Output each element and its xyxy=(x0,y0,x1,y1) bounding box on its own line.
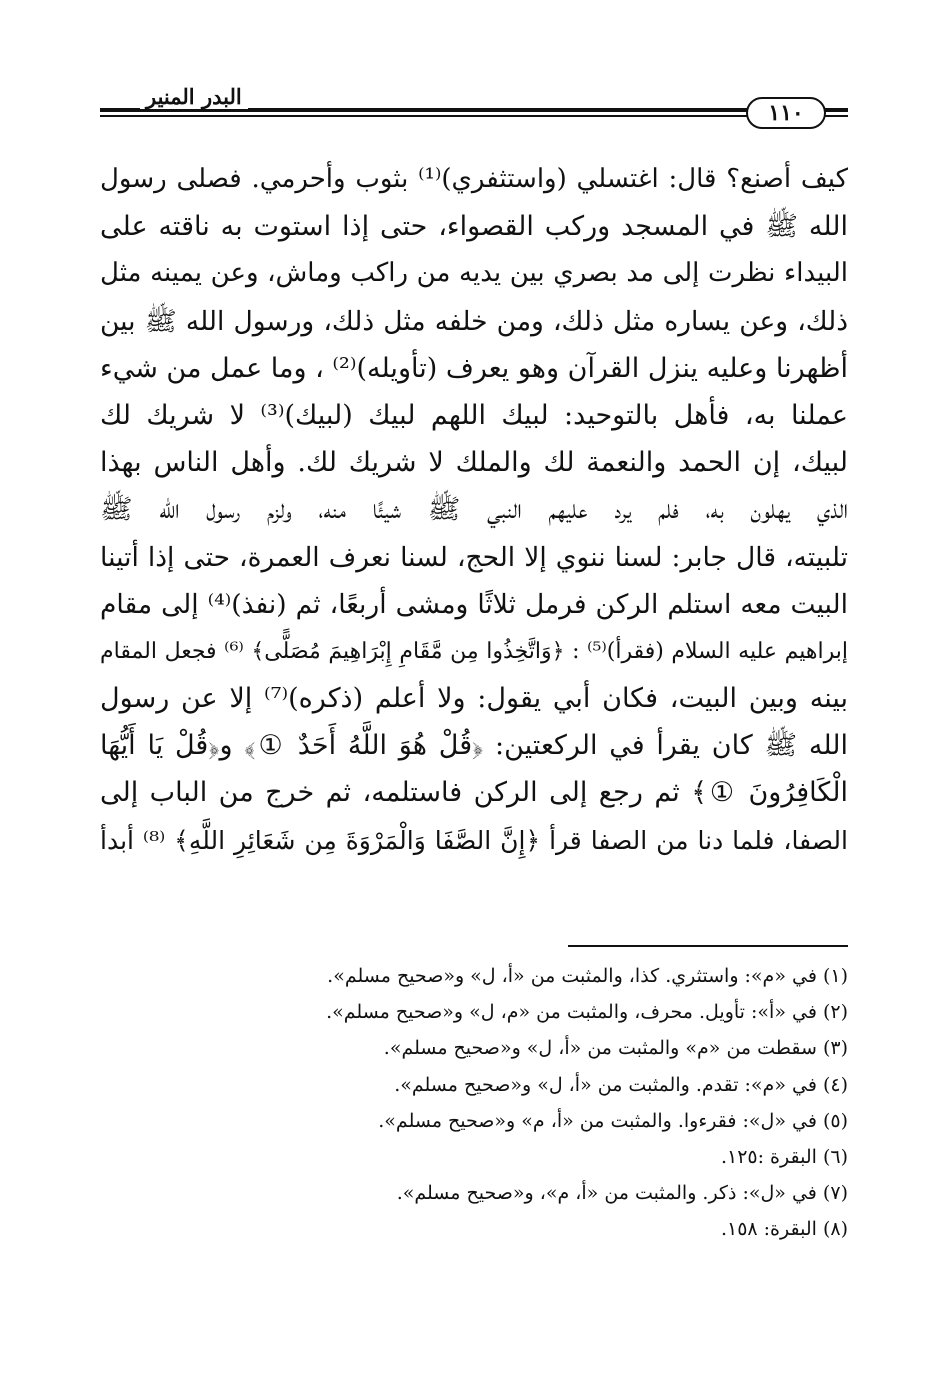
footnote: (٣) سقطت من «م» والمثبت من «أ، ل» و«صحيح مسلم». xyxy=(383,1037,848,1060)
text-line: الله ﷺ في المسجد وركب القصواء، حتى إذا استوت به ناقته على xyxy=(100,211,848,243)
text-line: الْكَافِرُونَ ①﴾ ثم رجع إلى الركن فاستلمه، ثم خرج من الباب إلى xyxy=(100,777,848,809)
text-line: البيت معه استلم الركن فرمل ثلاثًا ومشى أربعًا، ثم (نفذ)⁽⁴⁾ إلى مقام xyxy=(100,588,848,620)
header-double-rule xyxy=(100,108,848,117)
text-line: كيف أصنع؟ قال: اغتسلي (واستثفري)⁽¹⁾ بثوب وأحرمي. فصلى رسول xyxy=(100,164,848,194)
text-line: الصفا، فلما دنا من الصفا قرأ ﴿إِنَّ الصَّفَا وَالْمَرْوَةَ مِن شَعَائِرِ اللَّهِ﴾ ⁽⁸⁾ أبدأ xyxy=(100,825,848,855)
footnotes xyxy=(100,958,848,1248)
book-title: البدر المنير xyxy=(140,84,248,109)
text-line: بينه وبين البيت، فكان أبي يقول: ولا أعلم (ذكره)⁽⁷⁾ إلا عن رسول xyxy=(100,683,848,715)
footnote: (٤) في «م»: تقدم. والمثبت من «أ، ل» و«صحيح مسلم». xyxy=(394,1073,848,1096)
footnote: (٦) البقرة :١٢٥. xyxy=(720,1145,848,1168)
text-line: الله ﷺ كان يقرأ في الركعتين: ﴿قُلْ هُوَ اللَّهُ أَحَدٌ ①﴾ و﴿قُلْ يَا أَيُّهَا xyxy=(100,730,848,762)
footnote-separator xyxy=(568,945,848,947)
text-line: الذي يهلون به، فلم يرد عليهم النبي ﷺ شيئًا منه، ولزم رسول الله ﷺ xyxy=(100,494,848,526)
main-text xyxy=(100,156,848,864)
footnote: (٥) في «ل»: فقرءوا. والمثبت من «أ، م» و«صحيح مسلم». xyxy=(378,1109,848,1132)
text-line: إبراهيم عليه السلام (فقرأ)⁽⁵⁾ : ﴿وَاتَّخِذُوا مِن مَّقَامِ إِبْرَاهِيمَ مُصَلًّى﴾ ⁽⁶⁾ فجعل المقام xyxy=(100,638,848,664)
footnote: (١) في «م»: واستثري. كذا، والمثبت من «أ، ل» و«صحيح مسلم». xyxy=(327,965,848,987)
footnote: (٢) في «أ»: تأويل. محرف، والمثبت من «م، ل» و«صحيح مسلم». xyxy=(326,1001,848,1024)
text-line: ذلك، وعن يساره مثل ذلك، ومن خلفه مثل ذلك، ورسول الله ﷺ بين xyxy=(100,305,848,337)
text-line: أظهرنا وعليه ينزل القرآن وهو يعرف (تأويله)⁽²⁾ ، وما عمل من شيء xyxy=(100,352,848,384)
text-line: عملنا به، فأهل بالتوحيد: لبيك اللهم لبيك (لبيك)⁽³⁾ لا شريك لك xyxy=(100,399,848,431)
footnote: (٨) البقرة: ١٥٨. xyxy=(720,1218,848,1241)
text-line: البيداء نظرت إلى مد بصري بين يديه من راكب وماش، وعن يمينه مثل xyxy=(100,258,848,289)
footnote: (٧) في «ل»: ذكر. والمثبت من «أ، م»، و«صحيح مسلم». xyxy=(396,1182,848,1205)
text-line: لبيك، إن الحمد والنعمة لك والملك لا شريك لك. وأهل الناس بهذا xyxy=(100,447,848,479)
text-line: تلبيته، قال جابر: لسنا ننوي إلا الحج، لسنا نعرف العمرة، حتى إذا أتينا xyxy=(100,541,848,573)
page-header xyxy=(100,84,848,128)
page-number: ١١٠ xyxy=(746,97,826,129)
